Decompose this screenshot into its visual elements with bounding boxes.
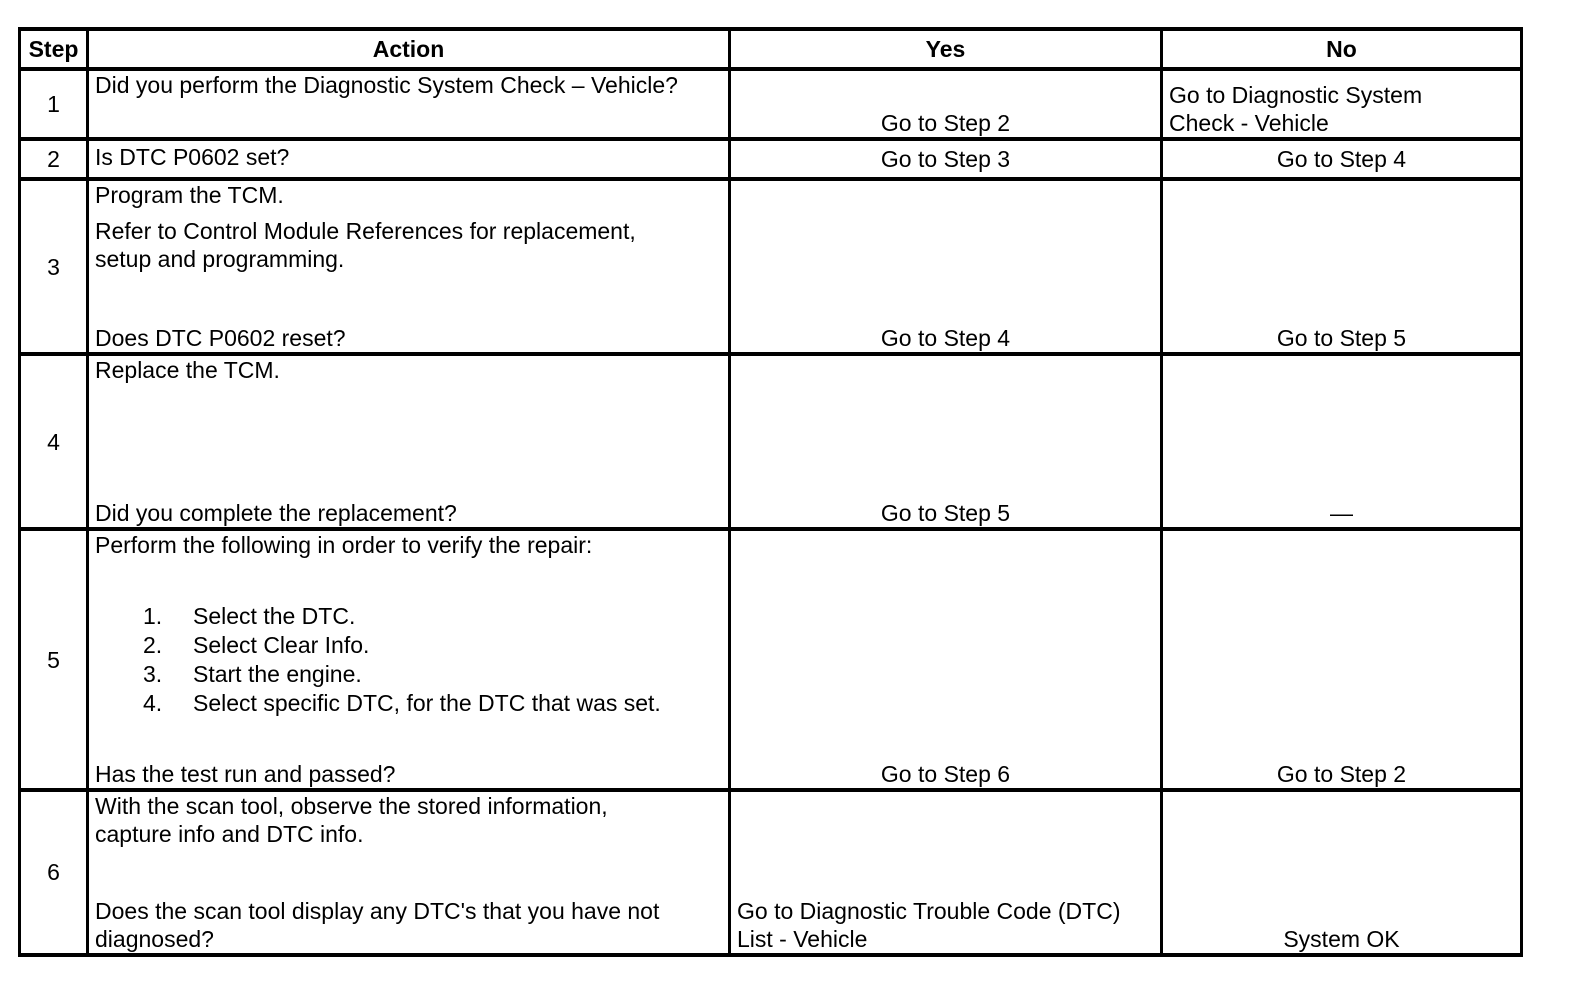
no-cell [1162,139,1522,179]
no-text: Go to Step 5 [1276,325,1407,352]
no-text: System OK [1283,926,1400,952]
no-cell [1162,529,1522,789]
step-number: 4 [20,354,88,529]
no-cell [1162,354,1522,529]
no-text: Go to Step 2 [1276,760,1407,787]
action-text: capture info and DTC info. [95,820,364,847]
action-text: Perform the following in order to verify the repair: [95,532,593,559]
no-text: — [1330,500,1353,527]
yes-text: List - Vehicle [737,926,868,952]
no-text: Check - Vehicle [1169,110,1329,137]
action-cell [88,69,730,139]
step-number: 3 [20,179,88,354]
action-text: Refer to Control Module References for replacement, [95,218,636,245]
table-row [20,179,1522,354]
table-row [20,354,1522,529]
action-text: Program the TCM. [95,182,284,209]
list-item: 2. Select Clear Info. [143,631,370,658]
list-item: 1. Select the DTC. [143,602,356,629]
yes-cell [730,529,1162,789]
yes-text: Go to Step 4 [880,325,1011,352]
yes-cell [730,790,1162,955]
diagnostic-table-document [18,27,1520,957]
action-question: Does the scan tool display any DTC's that you have not [95,898,660,924]
yes-cell [730,354,1162,529]
header-no: No [1162,29,1522,69]
no-cell [1162,179,1522,354]
list-item: 3. Start the engine. [143,660,362,687]
action-cell [88,179,730,354]
table-row [20,790,1522,955]
step-number: 2 [20,139,88,179]
action-cell [88,354,730,529]
table-row [20,69,1522,139]
table-header-row [20,29,1522,69]
action-cell [88,529,730,789]
yes-text: Go to Step 6 [880,760,1011,787]
yes-text: Go to Step 3 [880,146,1011,173]
yes-cell [730,69,1162,139]
action-cell [88,790,730,955]
step-number: 1 [20,69,88,139]
step-number: 6 [20,790,88,955]
verify-steps-list [95,602,722,718]
action-question: Does DTC P0602 reset? [95,325,346,352]
action-question: Did you complete the replacement? [95,500,457,527]
yes-cell [730,179,1162,354]
no-text: Go to Step 4 [1276,146,1407,173]
header-step: Step [20,29,88,69]
yes-text: Go to Step 2 [880,110,1011,137]
no-text: Go to Diagnostic System [1169,82,1423,109]
table-row [20,529,1522,789]
yes-text: Go to Diagnostic Trouble Code (DTC) [737,898,1121,924]
action-cell [88,139,730,179]
action-text: setup and programming. [95,246,345,273]
list-item: 4. Select specific DTC, for the DTC that was set. [143,689,661,716]
action-text: Did you perform the Diagnostic System Check – Vehicle? [95,72,678,98]
action-question: diagnosed? [95,926,214,952]
action-text: Is DTC P0602 set? [95,144,290,171]
header-yes: Yes [730,29,1162,69]
action-text: Replace the TCM. [95,357,280,384]
yes-cell [730,139,1162,179]
action-text: With the scan tool, observe the stored information, [95,792,608,819]
table-row [20,139,1522,179]
diagnostic-table [18,27,1523,957]
no-cell [1162,69,1522,139]
action-question: Has the test run and passed? [95,760,396,787]
yes-text: Go to Step 5 [880,500,1011,527]
no-cell [1162,790,1522,955]
header-action: Action [88,29,730,69]
step-number: 5 [20,529,88,789]
